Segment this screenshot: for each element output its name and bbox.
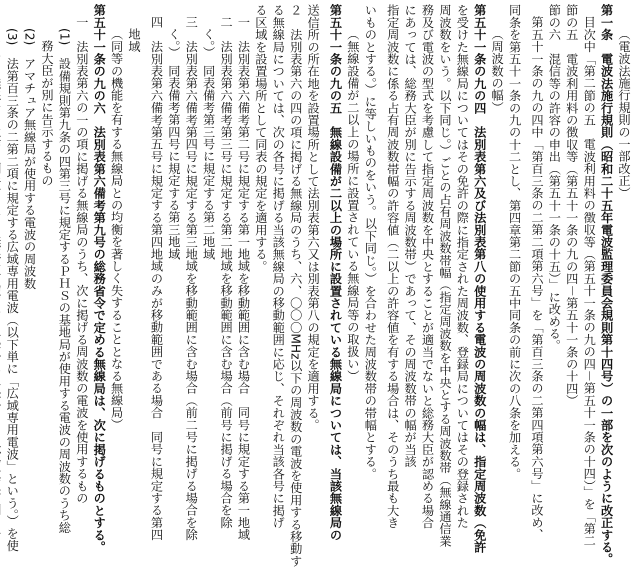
- text-line: 第五十一条の九の四中「第百三条の二第二項第六号」を「第百三条の二第四項第六号」に改め、: [529, 16, 544, 541]
- article-heading-line: 第五十一条の九の四 法別表第六及び法別表第八の使用する電波の周波数の幅は、指定周波数（免許: [472, 4, 487, 553]
- text-line: 一 法別表第六の一の項に掲げる無線局のうち、次に掲げる周波数の電波を使用するもの: [74, 16, 89, 504]
- text-line: [0, 4, 3, 565]
- article-heading-line: 第五十一条の九の六 法別表第六備考第九号の総務省令で定める無線局は、次に掲げるものとする。: [92, 4, 107, 553]
- text-line: く。） 同表備考第三号に規定する第二地域: [201, 28, 216, 260]
- text-line: 節の六 混信等の許容の申出（第五十一条の十五）」に改める。: [547, 4, 562, 352]
- law-text-vertical: [0, 4, 632, 565]
- text-line: (3) 法第百三条の二第二項に規定する広域専用電波（以下単に「広域専用電波」という。）を使: [5, 28, 20, 552]
- text-line: 地域: [127, 28, 142, 53]
- text-line: 二 法別表第六備考第三号に規定する第二地域を移動範囲に含む場合（前号に掲げる場合を除: [219, 16, 234, 529]
- text-line: 周波数をいう。以下同じ。）ごとの占有周波数帯幅（指定周波数を中央とする周波数帯（無線通信業: [437, 4, 452, 547]
- text-line: にあっては、総務大臣が別に告示する周波数帯）であって、その周波数帯の幅が当該: [403, 4, 418, 468]
- text-line: （無線設備が二以上の場所に設置されている無線局等の取扱い）: [345, 28, 360, 382]
- text-line: 送信所の所在地を設置場所として法別表第六又は別表第八の規定を適用する。: [306, 4, 321, 431]
- text-line: （周波数の幅）: [490, 28, 505, 114]
- text-line: を受けた無線局についてはその免許の際に指定された周波数、登録局についてはその登録された: [455, 4, 470, 529]
- text-line: 同条を第五十一条の九の十二とし、第四章第二節の五中同条の前に次の八条を加える。: [507, 4, 522, 480]
- text-line: （同等の機能を有する無線局との均衡を著しく失することとなる無線局）: [109, 28, 124, 431]
- text-line: 節の五 電波利用料の徴収等（第五十一条の九の四－第五十一条の十四）: [564, 4, 579, 407]
- text-line: (2) アマチュア無線局が使用する電波の周波数: [22, 28, 37, 290]
- text-line: る無線局については、次の各号に掲げる当該無線局の移動範囲に応じ、それぞれ当該各号に掲げ: [271, 4, 286, 529]
- text-line: （電波法施行規則の一部改正）: [617, 28, 631, 199]
- text-line: (1) 設備規則第九条の四第三号に規定するＰＨＳの基地局が使用する電波の周波数のうち総: [57, 28, 72, 534]
- text-line: く。） 同表備考第四号に規定する第三地域: [166, 28, 181, 260]
- article-heading-line: 第五十一条の九の五 無線設備が二以上の場所に設置されている無線局については、当該無線局の: [328, 4, 343, 541]
- text-line: 指定周波数に係る占有周波数帯幅の許容値（二以上の許容値を有する場合は、そのうち最も大き: [385, 4, 400, 529]
- text-line: る区域を設置場所として同表の規定を適用する。: [253, 4, 268, 273]
- text-line: 目次中「第二節の五 電波利用料の徴収等（第五十一条の九の四－第五十一条の十四）」を「第二: [582, 16, 597, 547]
- text-line: 四 法別表第六備考第五号に規定する第四地域のみが移動範囲である場合 同号に規定する第四: [149, 16, 164, 541]
- text-line: ２ 法別表第六の四の項に掲げる無線局のうち、六、〇〇〇MHz以下の周波数の電波を使用する移動す: [288, 4, 303, 567]
- text-line: 務大臣が別に告示するもの: [40, 40, 54, 187]
- text-line: 三 法別表第六備考第四号に規定する第三地域を移動範囲に含む場合（前二号に掲げる場合を除: [184, 16, 199, 541]
- article-heading-line: 第一条 電波法施行規則（昭和二十五年電波監理委員会規則第十四号）の一部を次のように改正する。: [599, 4, 614, 566]
- text-line: いものとする。）に等しいものをいう。以下同じ。）を合わせた周波数帯の帯幅とする。: [363, 4, 378, 480]
- text-line: 務及び電波の型式を考慮して指定周波数を中央とすることが適当でないと総務大臣が認める場合: [420, 4, 435, 529]
- text-line: 一 法別表第六備考第二号に規定する第一地域を移動範囲に含む場合 同号に規定する第一地域: [236, 16, 251, 541]
